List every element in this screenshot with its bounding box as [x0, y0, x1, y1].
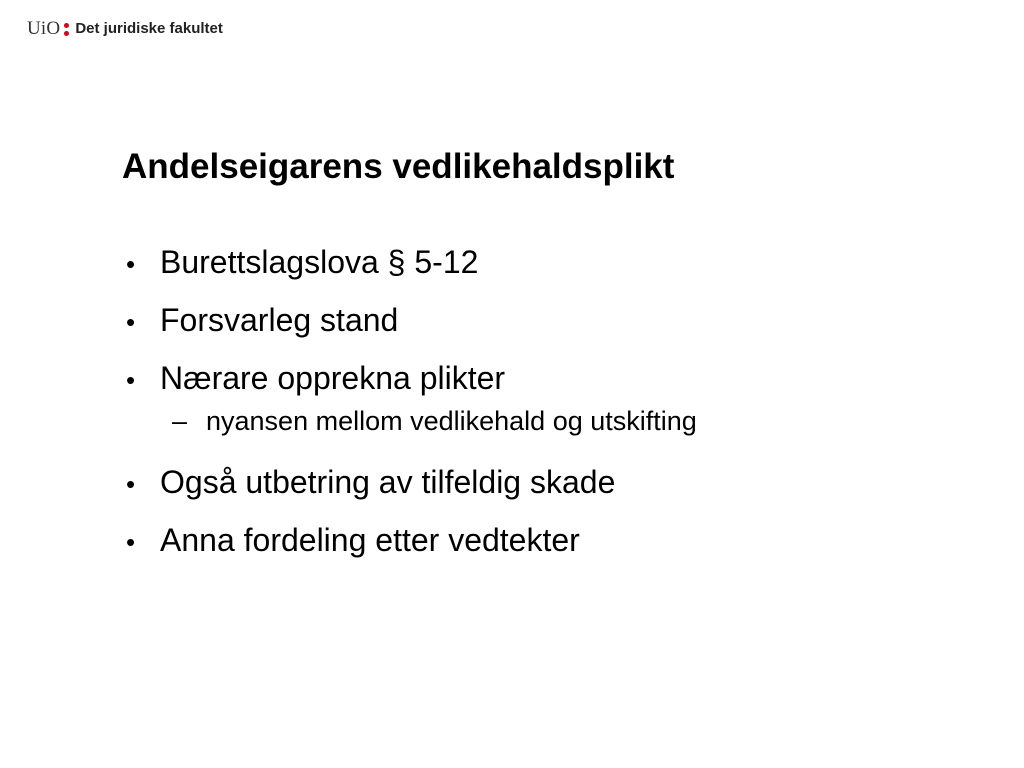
- bullet-marker: •: [126, 307, 136, 337]
- uio-logo: UiO: [27, 18, 61, 39]
- bullet-item: [122, 457, 697, 515]
- bullet-text: Burettslagslova § 5-12: [160, 244, 479, 280]
- faculty-name: Det juridiske fakultet: [75, 20, 223, 37]
- sub-bullet-marker: –: [172, 406, 188, 436]
- logo-dot-top: [64, 23, 69, 28]
- bullet-item: [122, 353, 697, 403]
- bullet-text: Nærare opprekna plikter: [160, 360, 506, 396]
- slide-header: [27, 18, 223, 40]
- bullet-list: [122, 237, 697, 573]
- bullet-item: [122, 237, 697, 295]
- bullet-text: Anna fordeling etter vedtekter: [160, 522, 580, 558]
- bullet-item: [122, 515, 697, 573]
- bullet-item: [122, 295, 697, 353]
- bullet-marker: •: [126, 249, 136, 279]
- bullet-text: Forsvarleg stand: [160, 302, 399, 338]
- logo-dots-icon: [64, 23, 69, 36]
- bullet-marker: •: [126, 527, 136, 557]
- logo-dot-bottom: [64, 31, 69, 36]
- slide-title: Andelseigarens vedlikehaldsplikt: [122, 147, 675, 186]
- sub-bullet-text: nyansen mellom vedlikehald og utskifting: [206, 406, 697, 436]
- sub-bullet-item: [172, 403, 697, 457]
- bullet-text: Også utbetring av tilfeldig skade: [160, 464, 616, 500]
- bullet-marker: •: [126, 469, 136, 499]
- bullet-marker: •: [126, 365, 136, 395]
